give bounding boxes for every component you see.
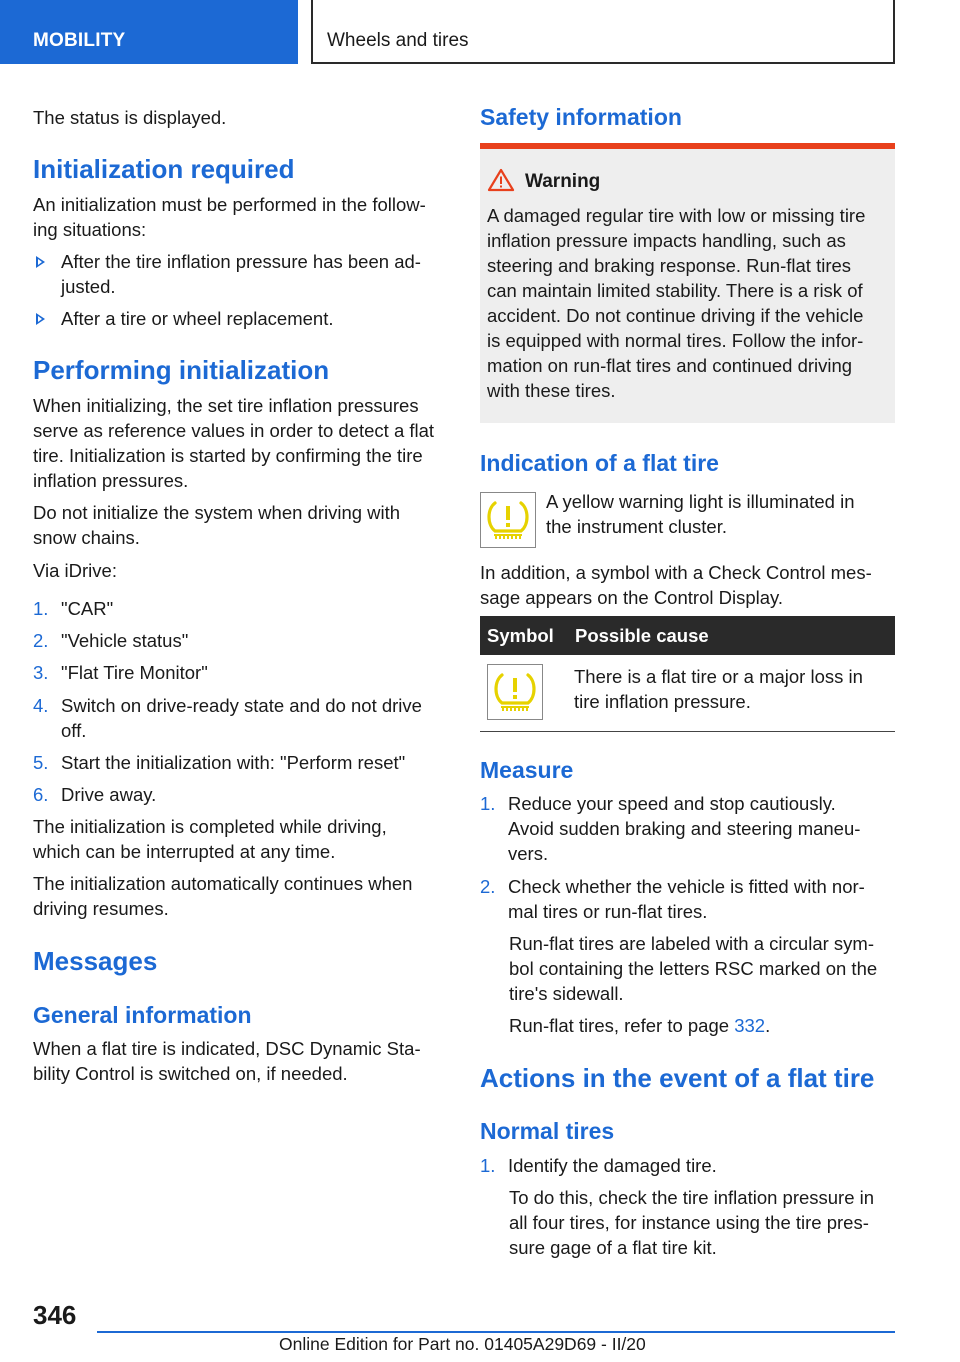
step-text: "Flat Tire Monitor" (61, 662, 208, 683)
perf-text-line: When initializing, the set tire inflation pressures (33, 395, 419, 416)
list-item (33, 249, 453, 299)
step-number: 6. (33, 784, 49, 805)
step-number: 5. (33, 752, 49, 773)
table-bottom-rule (480, 731, 895, 732)
perf-text-line: snow chains. (33, 527, 140, 548)
list-item-text: After a tire or wheel replacement. (61, 308, 334, 329)
warning-text-line: is equipped with normal tires. Follow the infor- (487, 330, 864, 351)
perf-text-line: driving resumes. (33, 898, 169, 919)
step-text: Check whether the vehicle is fitted with nor- (508, 876, 865, 897)
page-reference-text: Run-flat tires, refer to page (509, 1015, 735, 1036)
step-text: Drive away. (61, 784, 157, 805)
init-text-line: ing situations: (33, 219, 147, 240)
column-header-symbol: Symbol (487, 625, 554, 646)
perf-text-line: The initialization automatically continues when (33, 873, 413, 894)
triangle-bullet-icon (36, 313, 45, 325)
list-item (33, 306, 453, 331)
step-continuation: all four tires, for instance using the tire pres- (509, 1212, 869, 1233)
perf-text-line: Do not initialize the system when driving with (33, 502, 401, 523)
warning-text-line: steering and braking response. Run-flat tires (487, 255, 852, 276)
step-text: Reduce your speed and stop cautiously. (508, 793, 836, 814)
step-text: Avoid sudden braking and steering maneu- (508, 818, 861, 839)
step-item (480, 874, 895, 924)
warning-box (480, 143, 895, 423)
step-item (33, 628, 453, 653)
step-text: off. (61, 720, 87, 741)
step-number: 1. (480, 793, 496, 814)
step-number: 4. (33, 695, 49, 716)
step-continuation: To do this, check the tire inflation pressure in (509, 1187, 875, 1208)
list-item-text: After the tire inflation pressure has been ad- (61, 251, 421, 272)
heading-normal-tires: Normal tires (480, 1118, 615, 1144)
perf-text-line: which can be interrupted at any time. (33, 841, 336, 862)
heading-indication-flat-tire: Indication of a flat tire (480, 450, 719, 476)
step-continuation: Run-flat tires are labeled with a circular sym- (509, 933, 874, 954)
perf-text-line: inflation pressures. (33, 470, 189, 491)
indication-text-line: In addition, a symbol with a Check Control mes- (480, 562, 872, 583)
step-item (33, 693, 453, 743)
step-continuation: bol containing the letters RSC marked on the (509, 958, 878, 979)
heading-general-information: General information (33, 1002, 252, 1028)
perf-text-line: Via iDrive: (33, 560, 117, 581)
indication-text-line: the instrument cluster. (546, 516, 727, 537)
heading-actions-flat-tire: Actions in the event of a flat tire (480, 1063, 875, 1093)
step-text: Identify the damaged tire. (508, 1155, 717, 1176)
step-text: Start the initialization with: "Perform reset" (61, 752, 406, 773)
step-number: 2. (33, 630, 49, 651)
step-text: "CAR" (61, 598, 114, 619)
page-number: 346 (33, 1300, 77, 1330)
init-text-line: An initialization must be performed in the follow- (33, 194, 426, 215)
warning-text-line: A damaged regular tire with low or missing tire (487, 205, 866, 226)
step-text: Switch on drive-ready state and do not drive (61, 695, 422, 716)
heading-messages: Messages (33, 946, 158, 976)
chapter-title-box (311, 0, 895, 64)
warning-bar (480, 143, 895, 149)
step-item (33, 782, 453, 807)
tire-pressure-warning-icon (481, 493, 535, 547)
step-continuation: sure gage of a flat tire kit. (509, 1237, 717, 1258)
step-item (33, 596, 453, 621)
heading-performing: Performing initialization (33, 355, 330, 385)
perf-text-line: serve as reference values in order to detect a flat (33, 420, 435, 441)
step-number: 1. (480, 1155, 496, 1176)
section-tab (0, 0, 298, 64)
warning-text-line: inflation pressure impacts handling, such as (487, 230, 846, 251)
heading-measure: Measure (480, 757, 574, 783)
footer-rule (97, 1331, 895, 1333)
column-header-cause: Possible cause (575, 625, 709, 646)
indication-text-line: A yellow warning light is illuminated in (546, 491, 855, 512)
step-continuation: tire's sidewall. (509, 983, 624, 1004)
status-text: The status is displayed. (33, 107, 227, 128)
page-link-332[interactable]: 332 (734, 1015, 766, 1036)
edition-text: Online Edition for Part no. 01405A29D69 - II/20 (279, 1334, 646, 1354)
step-item (33, 660, 453, 685)
heading-safety-information: Safety information (480, 104, 682, 130)
table-cause-text: There is a flat tire or a major loss in (574, 666, 863, 687)
indication-text-line: sage appears on the Control Display. (480, 587, 784, 608)
step-number: 2. (480, 876, 496, 897)
step-item (480, 1153, 895, 1178)
warning-text-line: can maintain limited stability. There is a risk of (487, 280, 863, 301)
perf-text-line: tire. Initialization is started by confirming the tire (33, 445, 423, 466)
table-cause-text: tire inflation pressure. (574, 691, 751, 712)
messages-text-line: When a flat tire is indicated, DSC Dynamic Sta- (33, 1038, 421, 1059)
step-item (33, 750, 453, 775)
triangle-bullet-icon (36, 256, 45, 268)
step-text: mal tires or run-flat tires. (508, 901, 708, 922)
chapter-title: Wheels and tires (327, 30, 469, 51)
warning-triangle-icon (487, 168, 515, 192)
step-text: "Vehicle status" (61, 630, 189, 651)
step-number: 3. (33, 662, 49, 683)
heading-init-required: Initialization required (33, 154, 295, 184)
page-reference-end: . (765, 1015, 771, 1036)
warning-text-line: with these tires. (487, 380, 616, 401)
step-number: 1. (33, 598, 49, 619)
table-symbol-cell (487, 664, 543, 720)
page-reference (509, 1013, 770, 1038)
warning-title: Warning (525, 171, 601, 192)
list-item-text: justed. (61, 276, 116, 297)
messages-text-line: bility Control is switched on, if needed. (33, 1063, 348, 1084)
step-text: vers. (508, 843, 549, 864)
tire-pressure-warning-lamp (480, 492, 536, 548)
step-item (480, 791, 895, 866)
warning-text-line: accident. Do not continue driving if the vehicle (487, 305, 864, 326)
tire-pressure-symbol-icon (488, 665, 542, 719)
table-header (480, 616, 895, 655)
warning-text-line: mation on run-flat tires and continued driving (487, 355, 853, 376)
section-label: MOBILITY (33, 30, 126, 51)
perf-text-line: The initialization is completed while driving, (33, 816, 387, 837)
